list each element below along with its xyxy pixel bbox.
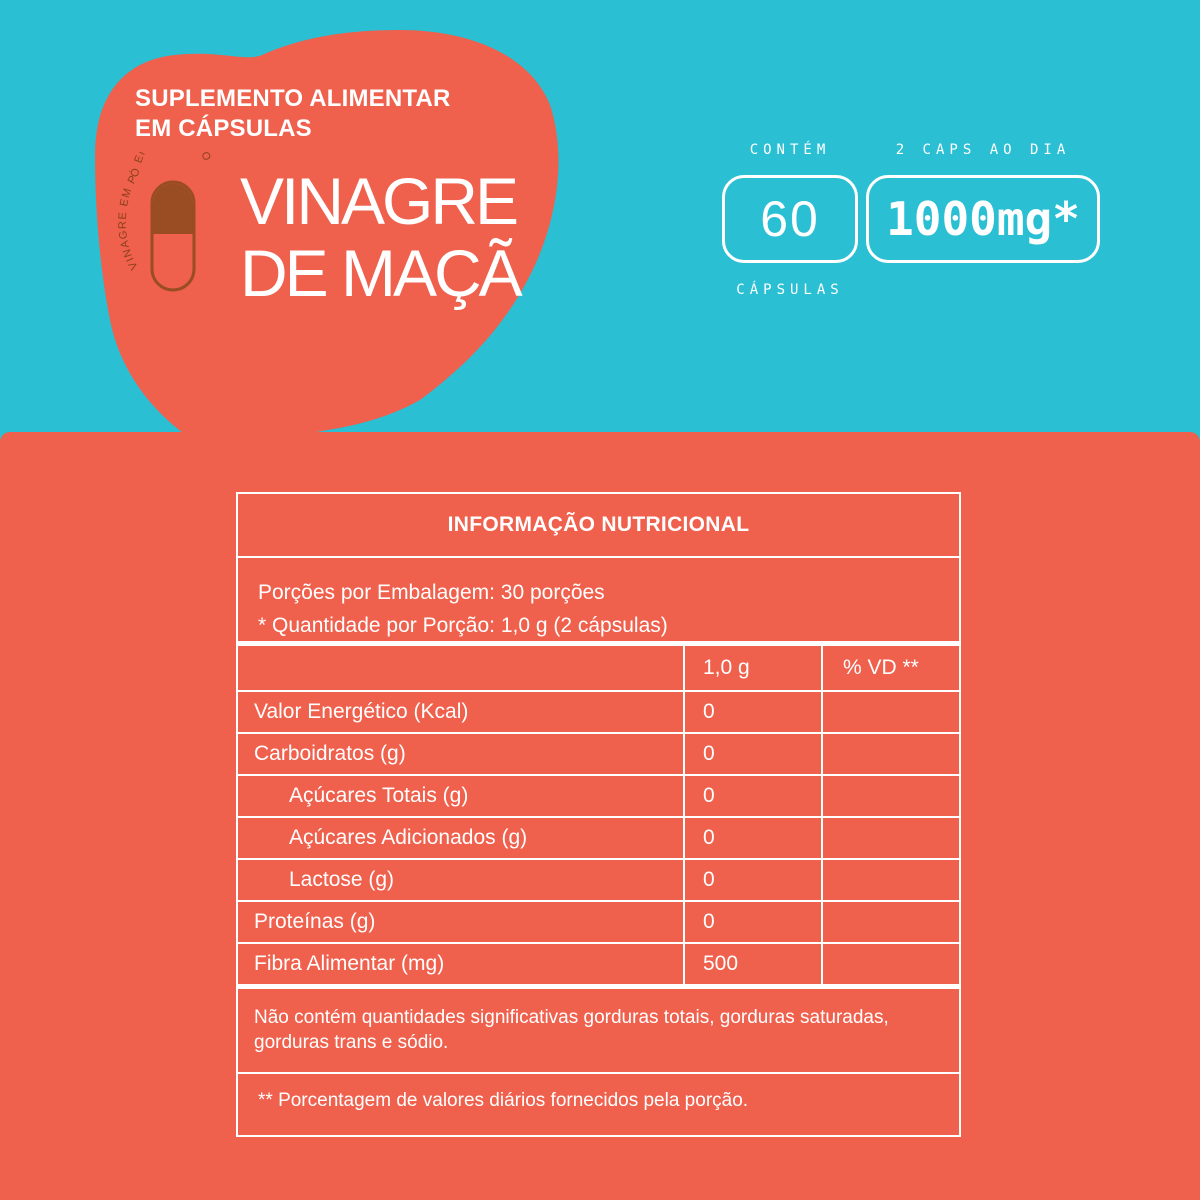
servings-per-package: Porções por Embalagem: 30 porções bbox=[258, 581, 605, 604]
row-label: Lactose (g) bbox=[238, 860, 685, 900]
nutrition-title: INFORMAÇÃO NUTRICIONAL bbox=[238, 494, 959, 558]
daily-dose-label: 2 CAPS AO DIA bbox=[895, 142, 1071, 158]
row-dv bbox=[823, 902, 959, 942]
serving-size: * Quantidade por Porção: 1,0 g (2 cápsulas) bbox=[258, 614, 668, 637]
table-row bbox=[238, 902, 959, 944]
product-title bbox=[240, 165, 520, 309]
capsule-ring-text: VINAG E EM PÓ E O bbox=[118, 152, 214, 272]
serving-info bbox=[238, 558, 959, 646]
row-value: 0 bbox=[685, 734, 823, 774]
dv-footnote: ** Porcentagem de valores diários fornecidos pela porção. bbox=[258, 1090, 749, 1111]
row-value: 0 bbox=[685, 902, 823, 942]
capsule-count-unit: CÁPSULAS bbox=[736, 282, 844, 298]
capsule-emblem bbox=[118, 152, 228, 292]
row-label: Valor Energético (Kcal) bbox=[238, 692, 685, 732]
contains-label: CONTÉM bbox=[749, 142, 831, 158]
table-row bbox=[238, 692, 959, 734]
row-dv bbox=[823, 776, 959, 816]
table-row bbox=[238, 860, 959, 902]
row-dv bbox=[823, 692, 959, 732]
table-header-row bbox=[238, 646, 959, 692]
row-dv bbox=[823, 860, 959, 900]
title-line1: VINAGRE bbox=[240, 164, 517, 238]
row-dv bbox=[823, 734, 959, 774]
row-dv bbox=[823, 944, 959, 984]
table-row bbox=[238, 818, 959, 860]
table-row bbox=[238, 734, 959, 776]
nutrition-note: Não contém quantidades significativas gorduras totais, gorduras saturadas, gorduras trans e sódio. bbox=[238, 989, 959, 1074]
row-label: Açúcares Totais (g) bbox=[238, 776, 685, 816]
header-amount: 1,0 g bbox=[685, 646, 823, 690]
product-subtitle bbox=[135, 84, 451, 144]
row-label: Fibra Alimentar (mg) bbox=[238, 944, 685, 984]
capsule-icon bbox=[118, 152, 228, 292]
row-value: 500 bbox=[685, 944, 823, 984]
row-label: Proteínas (g) bbox=[238, 902, 685, 942]
title-line2: DE MAÇÃ bbox=[240, 236, 520, 310]
row-value: 0 bbox=[685, 776, 823, 816]
table-row bbox=[238, 944, 959, 989]
row-dv bbox=[823, 818, 959, 858]
subtitle-line2: EM CÁPSULAS bbox=[135, 115, 312, 142]
header-empty-cell bbox=[238, 646, 685, 690]
row-label: Carboidratos (g) bbox=[238, 734, 685, 774]
row-value: 0 bbox=[685, 860, 823, 900]
row-value: 0 bbox=[685, 818, 823, 858]
row-label: Açúcares Adicionados (g) bbox=[238, 818, 685, 858]
subtitle-line1: SUPLEMENTO ALIMENTAR bbox=[135, 85, 451, 112]
capsule-count: 60 bbox=[722, 175, 858, 263]
table-row bbox=[238, 776, 959, 818]
header-dv: % VD ** bbox=[843, 656, 919, 679]
nutrition-table bbox=[236, 492, 961, 1137]
row-value: 0 bbox=[685, 692, 823, 732]
dose-amount: 1000mg* bbox=[866, 175, 1100, 263]
